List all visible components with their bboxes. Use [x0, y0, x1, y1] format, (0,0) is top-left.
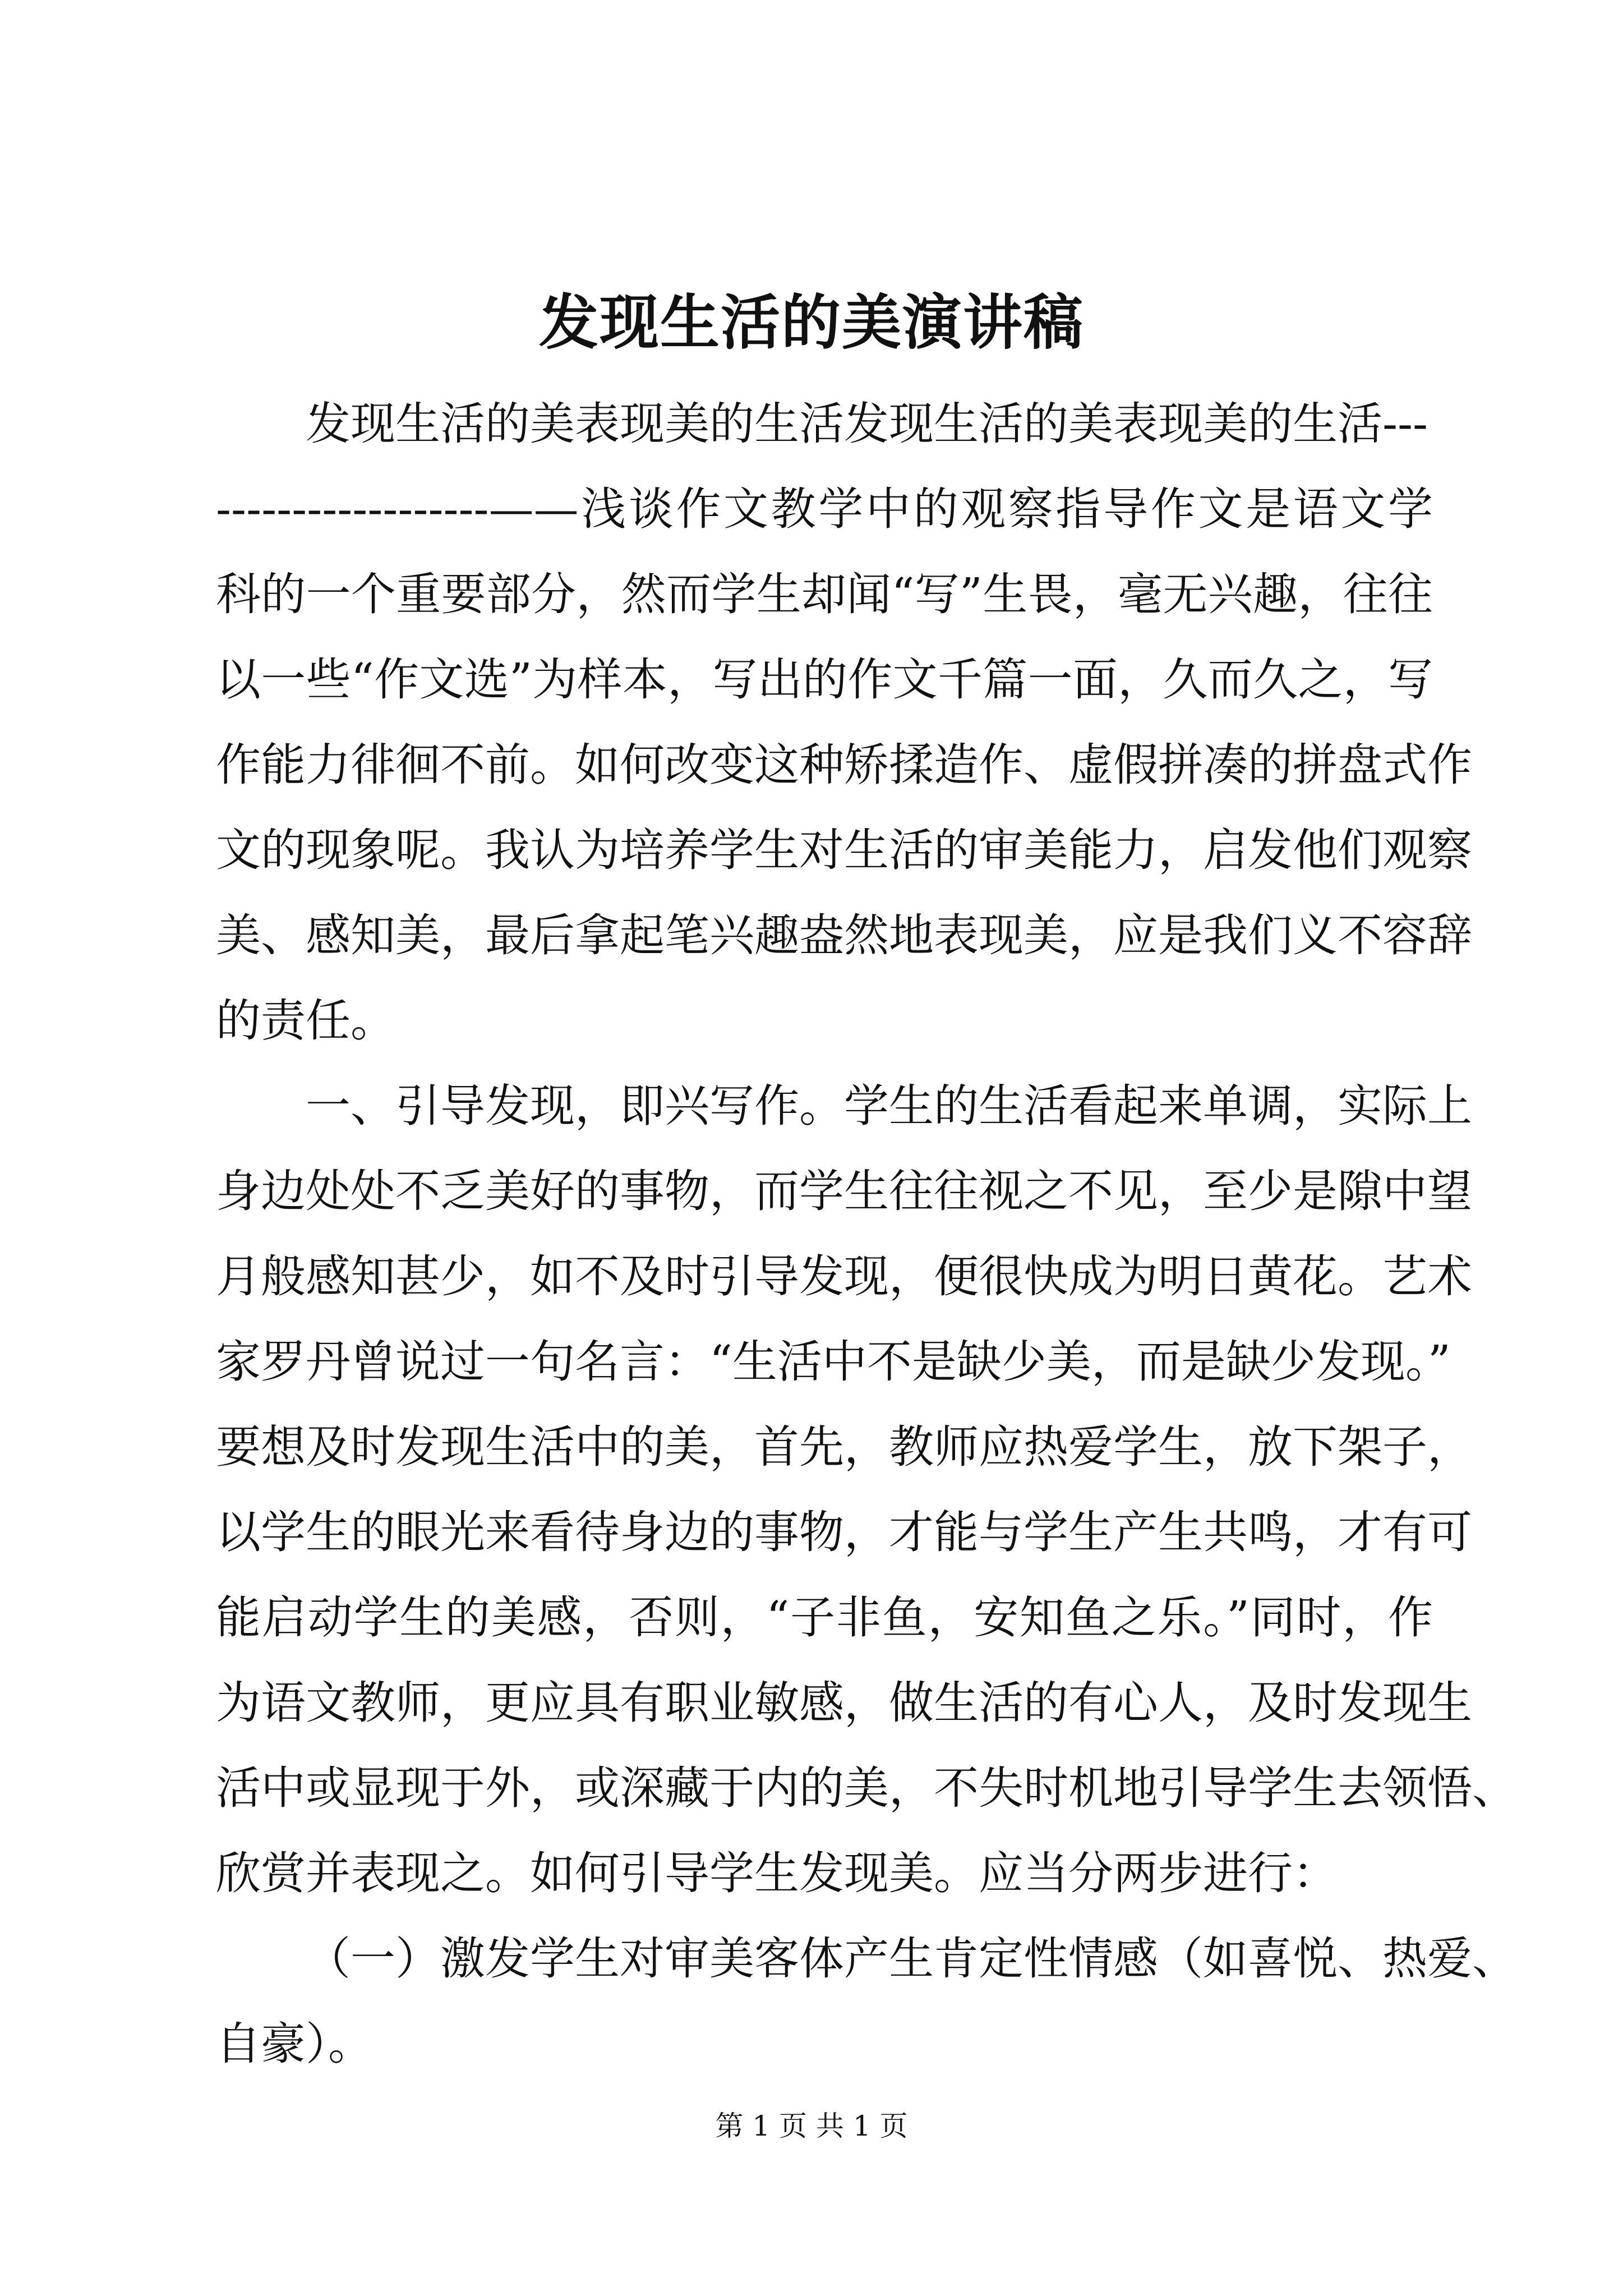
document-body: [216, 381, 1517, 2087]
text-line: 发现生活的美表现美的生活发现生活的美表现美的生活---: [306, 398, 1428, 450]
text-line: 为语文教师，更应具有职业敏感，做生活的有心人，及时发现生: [216, 1677, 1472, 1729]
text-line: 一、引导发现，即兴写作。学生的生活看起来单调，实际上: [306, 1080, 1472, 1132]
page-footer: 第 1 页 共 1 页: [715, 2110, 908, 2142]
text-line: 作能力徘徊不前。如何改变这种矫揉造作、虚假拼凑的拼盘式作: [216, 739, 1472, 791]
text-line: 身边处处不乏美好的事物，而学生往往视之不见，至少是隙中望: [216, 1165, 1472, 1217]
text-line: 家罗丹曾说过一句名言：“生活中不是缺少美，而是缺少发现。”: [216, 1336, 1451, 1388]
text-line: 以学生的眼光来看待身边的事物，才能与学生产生共鸣，才有可: [216, 1506, 1472, 1558]
text-line: 以一些“作文选”为样本，写出的作文千篇一面，久而久之，写: [216, 654, 1433, 706]
text-line: 活中或显现于外，或深藏于内的美，不失时机地引导学生去领悟、: [216, 1762, 1517, 1814]
text-line: 能启动学生的美感，否则，“子非鱼，安知鱼之乐。”同时，作: [216, 1591, 1433, 1644]
text-line: 美、感知美，最后拿起笔兴趣盎然地表现美，应是我们义不容辞: [216, 909, 1472, 961]
text-line: 欣赏并表现之。如何引导学生发现美。应当分两步进行：: [216, 1847, 1338, 1899]
text-line: 要想及时发现生活中的美，首先，教师应热爱学生，放下架子，: [216, 1421, 1472, 1473]
text-line: 科的一个重要部分，然而学生却闻“写”生畏，毫无兴趣，往往: [216, 568, 1433, 620]
text-line: ------------------——浅谈作文教学中的观察指导作文是语文学: [216, 483, 1433, 535]
text-line: 的责任。: [216, 995, 395, 1047]
document-title: 发现生活的美演讲稿: [539, 287, 1084, 357]
text-line: 自豪）。: [216, 2018, 373, 2070]
text-line: 文的现象呢。我认为培养学生对生活的审美能力，启发他们观察: [216, 824, 1472, 876]
text-line: 月般感知甚少，如不及时引导发现，便很快成为明日黄花。艺术: [216, 1250, 1472, 1303]
text-line: （一）激发学生对审美客体产生肯定性情感（如喜悦、热爱、: [306, 1932, 1517, 1985]
